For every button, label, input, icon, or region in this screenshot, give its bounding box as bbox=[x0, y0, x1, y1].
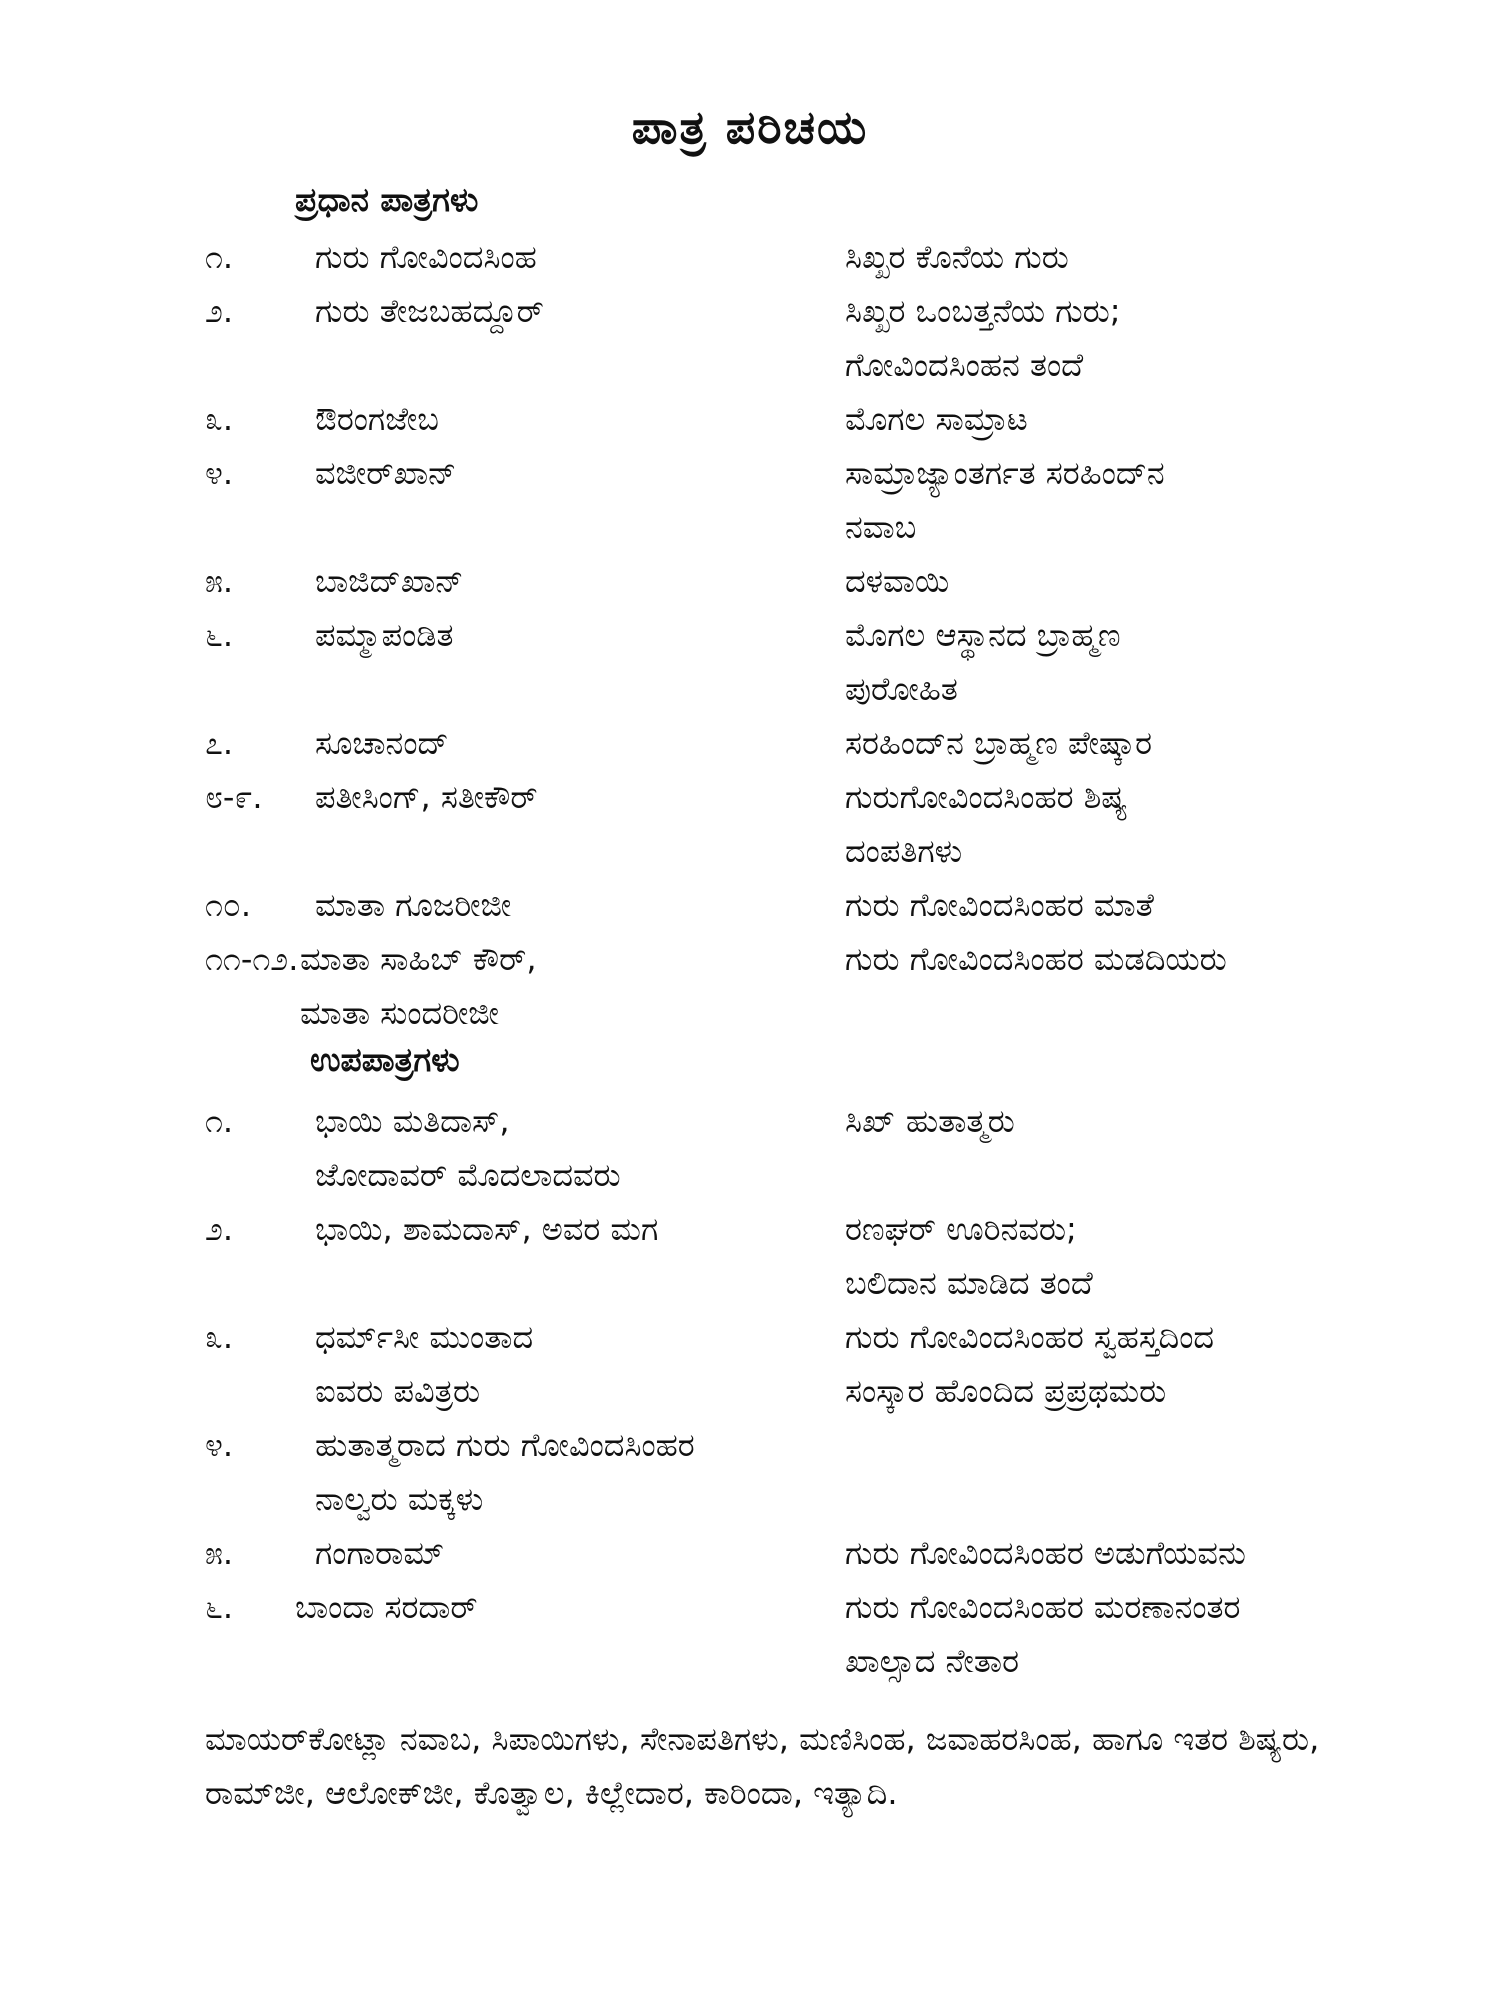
other-characters-paragraph: ಮಾಯರ್‌ಕೋಟ್ಲಾ ನವಾಬ, ಸಿಪಾಯಿಗಳು, ಸೇನಾಪತಿಗಳು, ಮಣಿಸಿಂಹ, ಜವಾಹರಸಿಂಹ, ಹಾಗೂ ಇತರ ಶಿಷ್ಯರು, ರಾಮ್‌ಜೀ, ಆಲೋಕ್‌ಜೀ, ಕೊತ್ವಾಲ, ಕಿಲ್ಲೇದಾರ, ಕಾರಿಂದಾ, ಇತ್ಯಾದಿ. bbox=[205, 1720, 1320, 1812]
entry-number: ೬. bbox=[205, 1588, 234, 1626]
character-description: ಗುರು ಗೋವಿಂದಸಿಂಹರ ಅಡುಗೆಯವನು bbox=[845, 1534, 1246, 1572]
entry-number: ೬. bbox=[205, 616, 234, 654]
entry-number: ೧. bbox=[205, 1102, 234, 1140]
character-name: ಭಾಯಿ ಮತಿದಾಸ್, ಜೋದಾವರ್ ಮೊದಲಾದವರು bbox=[315, 1102, 621, 1194]
character-name: ಔರಂಗಜೇಬ bbox=[315, 400, 439, 438]
character-name: ಗುರು ಗೋವಿಂದಸಿಂಹ bbox=[315, 238, 537, 276]
character-description: ಗುರುಗೋವಿಂದಸಿಂಹರ ಶಿಷ್ಯ ದಂಪತಿಗಳು bbox=[845, 778, 1128, 870]
character-description: ಸಿಖ್ಖರ ಕೊನೆಯ ಗುರು bbox=[845, 238, 1069, 276]
entry-number: ೫. bbox=[205, 562, 234, 600]
character-description: ಮೊಗಲ ಸಾಮ್ರಾಟ bbox=[845, 400, 1028, 438]
entry-number: ೩. bbox=[205, 1318, 234, 1356]
character-name: ಮಾತಾ ಗೂಜರೀಜೀ bbox=[315, 886, 512, 924]
character-name: ಗುರು ತೇಜಬಹದ್ದೂರ್ bbox=[315, 292, 544, 330]
entry-number: ೪. bbox=[205, 1426, 234, 1464]
character-name: ಬಾಜಿದ್‌ಖಾನ್ bbox=[315, 562, 464, 600]
character-description: ಮೊಗಲ ಆಸ್ಥಾನದ ಬ್ರಾಹ್ಮಣ ಪುರೋಹಿತ bbox=[845, 616, 1121, 708]
main-characters-heading: ಪ್ರಧಾನ ಪಾತ್ರಗಳು bbox=[295, 180, 479, 219]
character-name: ಗಂಗಾರಾಮ್ bbox=[315, 1534, 445, 1572]
character-description: ದಳವಾಯಿ bbox=[845, 562, 950, 600]
character-name: ಬಾಂದಾ ಸರದಾರ್ bbox=[295, 1588, 478, 1626]
character-name: ಸೂಚಾನಂದ್ bbox=[315, 724, 449, 762]
character-name: ಭಾಯಿ, ಶಾಮದಾಸ್, ಅವರ ಮಗ bbox=[315, 1210, 659, 1248]
entry-number: ೨. bbox=[205, 1210, 234, 1248]
page-title: ಪಾತ್ರ ಪರಿಚಯ bbox=[631, 100, 869, 154]
entry-number: ೪. bbox=[205, 454, 234, 492]
character-description: ಗುರು ಗೋವಿಂದಸಿಂಹರ ಮಡದಿಯರು bbox=[845, 940, 1227, 978]
entry-number: ೩. bbox=[205, 400, 234, 438]
entry-number: ೫. bbox=[205, 1534, 234, 1572]
character-description: ಗುರು ಗೋವಿಂದಸಿಂಹರ ಸ್ವಹಸ್ತದಿಂದ ಸಂಸ್ಕಾರ ಹೊಂದಿದ ಪ್ರಪ್ರಥಮರು bbox=[845, 1318, 1215, 1410]
character-name: ಧರ್ಮ್‌ಸೀ ಮುಂತಾದ ಐವರು ಪವಿತ್ರರು bbox=[315, 1318, 534, 1410]
entry-number: ೧೦. bbox=[205, 886, 252, 924]
character-name: ಪಮ್ಮಾಪಂಡಿತ bbox=[315, 616, 454, 654]
entry-number: ೮-೯. bbox=[205, 778, 263, 816]
character-description: ಸಿಖ್ ಹುತಾತ್ಮರು bbox=[845, 1102, 1015, 1140]
character-name: ಹುತಾತ್ಮರಾದ ಗುರು ಗೋವಿಂದಸಿಂಹರ ನಾಲ್ವರು ಮಕ್ಕಳು bbox=[315, 1426, 695, 1518]
entry-number: ೨. bbox=[205, 292, 234, 330]
entry-number: ೭. bbox=[205, 724, 234, 762]
character-description: ಸಾಮ್ರಾಜ್ಯಾಂತರ್ಗತ ಸರಹಿಂದ್‌ನ ನವಾಬ bbox=[845, 454, 1165, 546]
character-name: ಮಾತಾ ಸಾಹಿಬ್ ಕೌರ್, ಮಾತಾ ಸುಂದರೀಜೀ bbox=[300, 940, 537, 1032]
entry-number: ೧೧-೧೨. bbox=[205, 940, 299, 978]
character-description: ಸಿಖ್ಖರ ಒಂಬತ್ತನೆಯ ಗುರು; ಗೋವಿಂದಸಿಂಹನ ತಂದೆ bbox=[845, 292, 1121, 384]
character-description: ಗುರು ಗೋವಿಂದಸಿಂಹರ ಮರಣಾನಂತರ ಖಾಲ್ಸಾದ ನೇತಾರ bbox=[845, 1588, 1241, 1680]
supporting-characters-heading: ಉಪಪಾತ್ರಗಳು bbox=[310, 1040, 460, 1079]
character-name: ಪತೀಸಿಂಗ್, ಸತೀಕೌರ್ bbox=[315, 778, 538, 816]
character-description: ಗುರು ಗೋವಿಂದಸಿಂಹರ ಮಾತೆ bbox=[845, 886, 1154, 924]
character-description: ರಣಘರ್ ಊರಿನವರು; ಬಲಿದಾನ ಮಾಡಿದ ತಂದೆ bbox=[845, 1210, 1093, 1302]
character-name: ವಜೀರ್‌ಖಾನ್ bbox=[315, 454, 457, 492]
entry-number: ೧. bbox=[205, 238, 234, 276]
character-description: ಸರಹಿಂದ್‌ನ ಬ್ರಾಹ್ಮಣ ಪೇಷ್ಕಾರ bbox=[845, 724, 1153, 762]
